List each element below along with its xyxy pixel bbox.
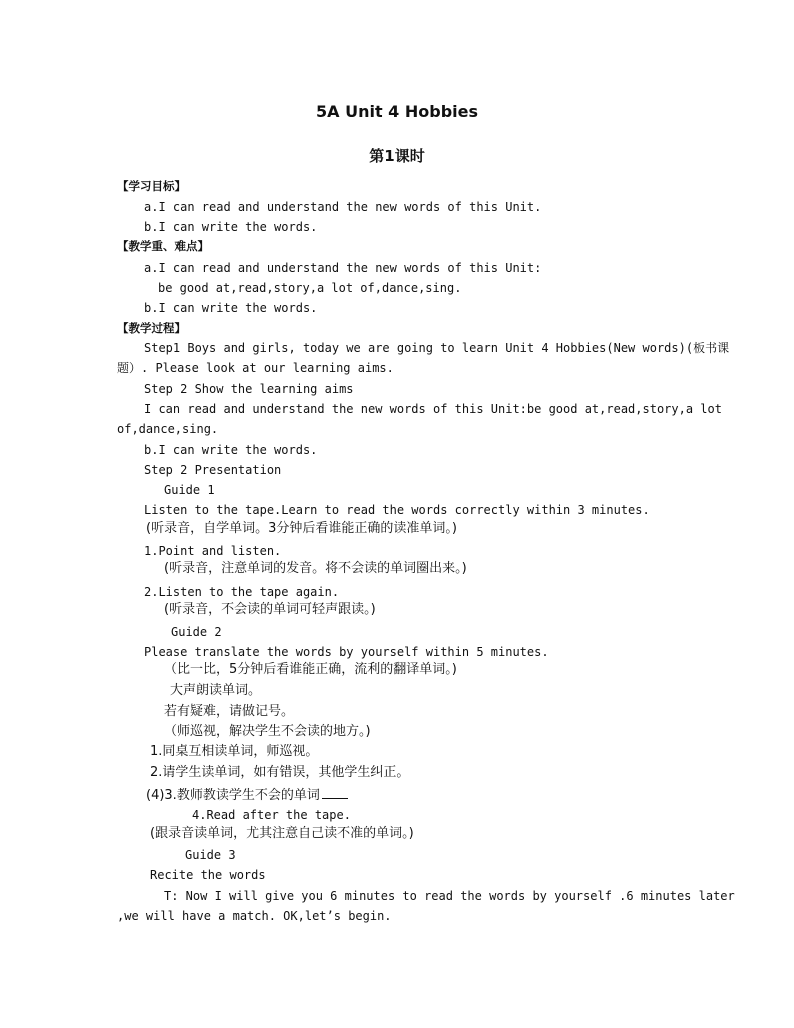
item-4: 4.Read after the tape. bbox=[192, 808, 351, 822]
item-3 bbox=[146, 786, 348, 804]
teacher-line1: T: Now I will give you 6 minutes to read the words by yourself .6 minutes later bbox=[164, 889, 735, 903]
keypoint-b: b.I can write the words. bbox=[144, 301, 318, 315]
recite-words: Recite the words bbox=[150, 868, 266, 882]
teacher-line2: ,we will have a match. OK,let’s begin. bbox=[117, 909, 392, 923]
step2-heading: Step 2 Show the learning aims bbox=[144, 382, 354, 396]
aims-b: b.I can write the words. bbox=[144, 443, 318, 457]
goal-a: a.I can read and understand the new words of this Unit. bbox=[144, 200, 542, 214]
read-aloud: 大声朗读单词。 bbox=[170, 683, 262, 698]
section-heading-process: 【教学过程】 bbox=[117, 321, 186, 335]
point-listen: 1.Point and listen. bbox=[144, 544, 282, 558]
item-3-text: (4)3.教师教读学生不会的单词 bbox=[146, 788, 320, 803]
aims-line2: of,dance,sing. bbox=[117, 422, 219, 436]
point-listen-chinese: (听录音，注意单词的发音。将不会读的单词圈出来。) bbox=[164, 561, 467, 576]
item-2: 2.请学生读单词，如有错误，其他学生纠正。 bbox=[150, 765, 410, 780]
item-4-chinese: (跟录音读单词，尤其注意自己读不准的单词。) bbox=[150, 826, 414, 841]
guide1-text: Listen to the tape.Learn to read the words correctly within 3 minutes. bbox=[144, 503, 650, 517]
fill-in-blank bbox=[322, 786, 348, 799]
presentation-heading: Step 2 Presentation bbox=[144, 463, 282, 477]
guide2-heading: Guide 2 bbox=[171, 625, 222, 639]
keypoint-a: a.I can read and understand the new words of this Unit: bbox=[144, 261, 542, 275]
listen-again: 2.Listen to the tape again. bbox=[144, 585, 340, 599]
document-title: 5A Unit 4 Hobbies bbox=[315, 102, 479, 121]
section-heading-goals: 【学习目标】 bbox=[117, 179, 186, 193]
step1-line1: Step1 Boys and girls, today we are going to learn Unit 4 Hobbies(New words)(板书课 bbox=[144, 341, 730, 355]
keypoint-words: be good at,read,story,a lot of,dance,sing. bbox=[158, 281, 462, 295]
goal-b: b.I can write the words. bbox=[144, 220, 318, 234]
item-1: 1.同桌互相读单词，师巡视。 bbox=[150, 744, 319, 759]
guide1-chinese: (听录音，自学单词。3分钟后看谁能正确的读准单词。) bbox=[146, 521, 457, 536]
mark-doubts: 若有疑难，请做记号。 bbox=[164, 704, 295, 719]
lesson-subtitle: 第1课时 bbox=[369, 147, 425, 165]
listen-again-chinese: (听录音，不会读的单词可轻声跟读。) bbox=[164, 602, 376, 617]
guide1-heading: Guide 1 bbox=[164, 483, 215, 497]
step1-line2: 题）. Please look at our learning aims. bbox=[117, 361, 394, 375]
guide2-text: Please translate the words by yourself within 5 minutes. bbox=[144, 645, 549, 659]
section-heading-keypoints: 【教学重、难点】 bbox=[117, 239, 209, 253]
teacher-patrol: （师巡视，解决学生不会读的地方。) bbox=[164, 724, 371, 739]
guide2-chinese: （比一比，5分钟后看谁能正确，流利的翻译单词。) bbox=[164, 662, 457, 677]
aims-line1: I can read and understand the new words of this Unit:be good at,read,story,a lot bbox=[144, 402, 722, 416]
guide3-heading: Guide 3 bbox=[185, 848, 236, 862]
